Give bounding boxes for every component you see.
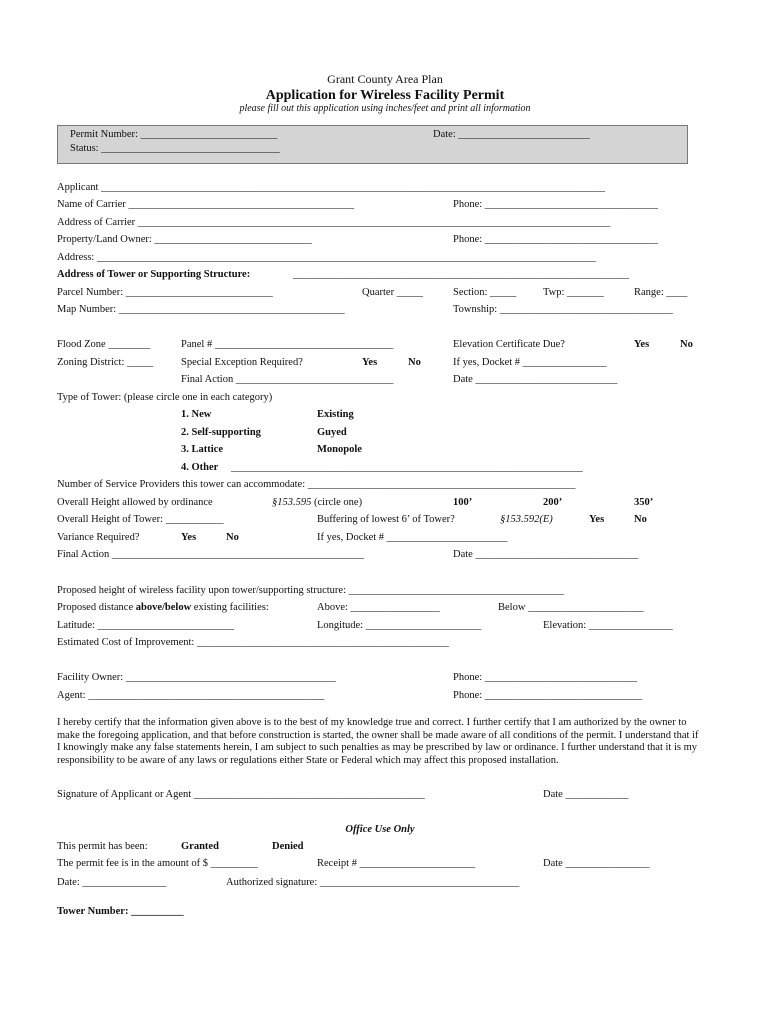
zoning-date-field[interactable]: Date ___________________________	[453, 374, 618, 385]
office-date-field[interactable]: Date: ________________	[57, 877, 167, 888]
carrier-address-field[interactable]: Address of Carrier __________________________________________________________________________________________	[57, 217, 611, 228]
height-final-action-field[interactable]: Final Action ________________________________________________	[57, 549, 364, 560]
denied-option[interactable]: Denied	[272, 841, 304, 852]
tower-address-field[interactable]: ________________________________________________________________	[293, 269, 629, 280]
applicant-signature-field[interactable]: Signature of Applicant or Agent ____________________________________________	[57, 789, 425, 800]
buffering-no-option[interactable]: No	[634, 514, 647, 525]
authorized-signature-field[interactable]: Authorized signature: ______________________________________	[226, 877, 520, 888]
land-owner-phone-field[interactable]: Phone: _________________________________	[453, 234, 659, 245]
proposed-distance-label	[57, 601, 269, 614]
form-title: Application for Wireless Facility Permit	[265, 88, 505, 103]
distance-prefix: Proposed distance	[57, 602, 136, 613]
granted-option[interactable]: Granted	[181, 841, 219, 852]
variance-no-option[interactable]: No	[226, 532, 239, 543]
range-field[interactable]: Range: ____	[634, 287, 688, 298]
distance-above-below: above/below	[135, 602, 192, 613]
owner-address-field[interactable]: Address: _______________________________________________________________________________________________	[57, 252, 596, 263]
distance-below-field[interactable]: Below ______________________	[498, 602, 644, 613]
land-owner-field[interactable]: Property/Land Owner: ______________________________	[57, 234, 312, 245]
elevation-cert-label: Elevation Certificate Due?	[453, 339, 565, 350]
permit-has-been-label: This permit has been:	[57, 841, 148, 852]
carrier-phone-field[interactable]: Phone: _________________________________	[453, 199, 659, 210]
special-exception-yes-option[interactable]: Yes	[362, 357, 378, 368]
height-final-date-field[interactable]: Date _______________________________	[453, 549, 639, 560]
special-exception-label: Special Exception Required?	[181, 357, 303, 368]
tower-type-label: Type of Tower: (please circle one in each category)	[57, 392, 273, 403]
quarter-field[interactable]: Quarter _____	[362, 287, 423, 298]
carrier-name-field[interactable]: Name of Carrier ___________________________________________	[57, 199, 355, 210]
tower-number-field[interactable]: Tower Number: __________	[57, 906, 184, 917]
tower-type-new-option[interactable]: 1. New	[181, 409, 212, 420]
tower-type-monopole-option[interactable]: Monopole	[317, 444, 362, 455]
variance-label: Variance Required?	[57, 532, 140, 543]
variance-docket-field[interactable]: If yes, Docket # _______________________	[317, 532, 508, 543]
tower-type-self-supporting-option[interactable]: 2. Self-supporting	[181, 427, 261, 438]
office-use-heading: Office Use Only	[345, 824, 415, 835]
certification-text: I hereby certify that the information given above is to the best of my knowledge true and correct. I further certify that I am authorized by the owner to make the foregoing application, and that before construction is started, the owner shall be made aware of all conditions of the permit. I understand that if I knowingly make any false statements herein, I am subject to such penalties as may be prescribed by law or ordinance. I further understand that it is my responsibility to be aware of any laws or regulations either State or Federal which may affect this proposed installation.	[57, 717, 699, 766]
latitude-field[interactable]: Latitude: __________________________	[57, 620, 235, 631]
height-code: §153.595	[272, 497, 312, 508]
distance-suffix: existing facilities:	[191, 602, 269, 613]
proposed-height-field[interactable]: Proposed height of wireless facility upon tower/supporting structure: _________________________________________	[57, 585, 564, 596]
buffering-code: §153.592(E)	[500, 514, 553, 525]
permit-fee-field[interactable]: The permit fee is in the amount of $ _________	[57, 858, 258, 869]
twp-field[interactable]: Twp: _______	[543, 287, 604, 298]
agent-phone-field[interactable]: Phone: ______________________________	[453, 690, 643, 701]
status-field[interactable]: Status: __________________________________	[70, 143, 280, 154]
special-exception-no-option[interactable]: No	[408, 357, 421, 368]
service-providers-field[interactable]: Number of Service Providers this tower can accommodate: ___________________________________________________	[57, 479, 576, 490]
height-ordinance-ref	[272, 496, 362, 509]
agent-field[interactable]: Agent: _____________________________________________	[57, 690, 325, 701]
circle-one-note: (circle one)	[311, 497, 363, 508]
flood-zone-field[interactable]: Flood Zone ________	[57, 339, 151, 350]
estimated-cost-field[interactable]: Estimated Cost of Improvement: ________________________________________________	[57, 637, 449, 648]
elevation-yes-option[interactable]: Yes	[634, 339, 650, 350]
height-allowed-label: Overall Height allowed by ordinance	[57, 497, 213, 508]
tower-type-other-option[interactable]: 4. Other	[181, 462, 219, 473]
zoning-docket-field[interactable]: If yes, Docket # ________________	[453, 357, 607, 368]
org-name: Grant County Area Plan	[327, 72, 443, 86]
zoning-district-field[interactable]: Zoning District: _____	[57, 357, 154, 368]
longitude-field[interactable]: Longitude: ______________________	[317, 620, 482, 631]
applicant-field[interactable]: Applicant ________________________________________________________________________________________________	[57, 182, 606, 193]
height-200-option[interactable]: 200’	[543, 497, 563, 508]
facility-owner-phone-field[interactable]: Phone: _____________________________	[453, 672, 638, 683]
panel-field[interactable]: Panel # __________________________________	[181, 339, 394, 350]
tower-type-other-field[interactable]: ___________________________________________________________________	[231, 462, 583, 473]
map-number-field[interactable]: Map Number: ___________________________________________	[57, 304, 345, 315]
zoning-final-action-field[interactable]: Final Action ______________________________	[181, 374, 394, 385]
distance-above-field[interactable]: Above: _________________	[317, 602, 440, 613]
elevation-no-option[interactable]: No	[680, 339, 693, 350]
height-350-option[interactable]: 350’	[634, 497, 654, 508]
elevation-field[interactable]: Elevation: ________________	[543, 620, 673, 631]
variance-yes-option[interactable]: Yes	[181, 532, 197, 543]
township-field[interactable]: Township: _________________________________	[453, 304, 674, 315]
form-subtitle: please fill out this application using inches/feet and print all information	[239, 103, 531, 114]
signature-date-field[interactable]: Date ____________	[543, 789, 629, 800]
fee-date-field[interactable]: Date ________________	[543, 858, 650, 869]
parcel-number-field[interactable]: Parcel Number: ____________________________	[57, 287, 273, 298]
facility-owner-field[interactable]: Facility Owner: ________________________________________	[57, 672, 336, 683]
buffering-label: Buffering of lowest 6’ of Tower?	[317, 514, 455, 525]
receipt-field[interactable]: Receipt # ______________________	[317, 858, 476, 869]
tower-type-existing-option[interactable]: Existing	[317, 409, 354, 420]
permit-number-field[interactable]: Permit Number: __________________________	[70, 129, 278, 140]
tower-address-label: Address of Tower or Supporting Structure:	[57, 269, 251, 280]
height-100-option[interactable]: 100’	[453, 497, 473, 508]
status-date-field[interactable]: Date: _________________________	[433, 129, 590, 140]
overall-height-field[interactable]: Overall Height of Tower: ___________	[57, 514, 224, 525]
tower-type-guyed-option[interactable]: Guyed	[317, 427, 347, 438]
section-field[interactable]: Section: _____	[453, 287, 517, 298]
buffering-yes-option[interactable]: Yes	[589, 514, 605, 525]
tower-type-lattice-option[interactable]: 3. Lattice	[181, 444, 223, 455]
